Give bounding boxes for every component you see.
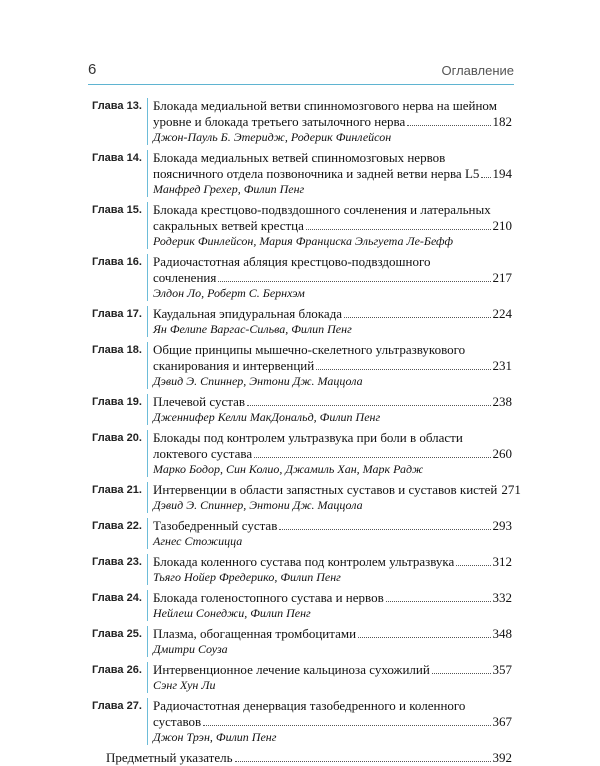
chapter-label: Глава 18. [92, 344, 142, 356]
chapter-authors: Джон Трэн, Филип Пенг [153, 730, 277, 744]
toc-entry[interactable] [92, 430, 512, 477]
chapter-title-leader-line [153, 114, 512, 130]
chapter-title-line: Блокада крестцово-подвздошного сочленения и латеральных [153, 202, 491, 217]
chapter-label: Глава 17. [92, 308, 142, 320]
chapter-title-leader-line [153, 626, 512, 642]
page-reference: 210 [492, 218, 512, 233]
chapter-label: Глава 27. [92, 700, 142, 712]
chapter-title-line: сочленения [153, 270, 217, 285]
toc-entry[interactable] [92, 98, 512, 145]
table-of-contents [92, 98, 521, 766]
chapter-body [147, 150, 512, 197]
running-header [88, 56, 514, 85]
section-title: Оглавление [441, 63, 514, 78]
chapter-title-leader-line [153, 270, 512, 286]
chapter-title-line: Блокада медиальных ветвей спинномозговых нервов [153, 150, 446, 165]
chapter-body [147, 202, 512, 249]
chapter-authors: Дэвид Э. Спиннер, Энтони Дж. Маццола [153, 374, 363, 388]
chapter-title-line: Каудальная эпидуральная блокада [153, 306, 343, 321]
page-reference: 194 [492, 166, 512, 181]
toc-entry[interactable] [92, 482, 521, 513]
page-reference: 348 [492, 626, 512, 641]
chapter-authors: Ян Фелипе Варгас-Сильва, Филип Пенг [153, 322, 352, 336]
dot-leader [316, 369, 490, 370]
chapter-body [147, 306, 512, 337]
toc-entry[interactable] [92, 554, 512, 585]
chapter-body [147, 518, 512, 549]
index-label: Предметный указатель [106, 750, 233, 765]
page-reference: 260 [492, 446, 512, 461]
page-reference: 332 [492, 590, 512, 605]
dot-leader [254, 457, 490, 458]
chapter-title-line: Блокады под контролем ультразвука при боли в области [153, 430, 463, 445]
page-reference: 231 [492, 358, 512, 373]
dot-leader [407, 125, 490, 126]
chapter-body [147, 430, 512, 477]
chapter-body [147, 254, 512, 301]
chapter-authors: Дженнифер Келли МакДональд, Филип Пенг [153, 410, 381, 424]
chapter-authors: Марко Бодор, Син Колио, Джамиль Хан, Марк Радж [153, 462, 424, 476]
dot-leader [386, 601, 491, 602]
dot-leader [358, 637, 490, 638]
toc-entry[interactable] [92, 202, 512, 249]
page-reference: 357 [492, 662, 512, 677]
chapter-title-line: Блокада медиальной ветви спинномозгового нерва на шейном [153, 98, 497, 113]
toc-entry[interactable] [92, 662, 512, 693]
chapter-body [147, 98, 512, 145]
page-number: 6 [88, 61, 97, 78]
chapter-title-leader-line [153, 554, 512, 570]
chapter-title-leader-line [153, 446, 512, 462]
page-reference: 293 [492, 518, 512, 533]
dot-leader [279, 529, 490, 530]
chapter-title-line: локтевого сустава [153, 446, 253, 461]
chapter-body [147, 626, 512, 657]
chapter-authors: Дэвид Э. Спиннер, Энтони Дж. Маццола [153, 498, 363, 512]
dot-leader [203, 725, 490, 726]
chapter-label: Глава 26. [92, 664, 142, 676]
toc-entry[interactable] [92, 150, 512, 197]
chapter-title-line: Блокада коленного сустава под контролем ультразвука [153, 554, 455, 569]
dot-leader [432, 673, 491, 674]
chapter-authors: Дмитри Соуза [153, 642, 228, 656]
chapter-title-leader-line [153, 482, 521, 498]
chapter-title-leader-line [153, 590, 512, 606]
chapter-label: Глава 24. [92, 592, 142, 604]
chapter-label: Глава 20. [92, 432, 142, 444]
page-reference: 392 [492, 750, 512, 765]
page-reference: 367 [492, 714, 512, 729]
chapter-title-line: Плазма, обогащенная тромбоцитами [153, 626, 357, 641]
toc-entry[interactable] [92, 590, 512, 621]
chapter-title-leader-line [153, 218, 512, 234]
toc-entry[interactable] [92, 698, 512, 745]
chapter-authors: Агнес Стожицца [153, 534, 243, 548]
chapter-title-leader-line [153, 662, 512, 678]
chapter-title-leader-line [153, 306, 512, 322]
chapter-authors: Родерик Финлейсон, Мария Франциска Эльгуета Ле-Бефф [153, 234, 454, 248]
chapter-title-line: Радиочастотная абляция крестцово-подвздошного [153, 254, 431, 269]
toc-entry[interactable] [92, 342, 512, 389]
chapter-title-line: Общие принципы мышечно-скелетного ультразвукового [153, 342, 466, 357]
chapter-label: Глава 16. [92, 256, 142, 268]
toc-entry[interactable] [92, 394, 512, 425]
chapter-title-line: поясничного отдела позвоночника и задней ветви нерва L5 [153, 166, 480, 181]
dot-leader [247, 405, 490, 406]
page-reference: 271 [501, 482, 521, 497]
index-entry[interactable] [106, 750, 512, 766]
chapter-authors: Нейлеш Сонеджи, Филип Пенг [153, 606, 311, 620]
chapter-title-leader-line [153, 358, 512, 374]
toc-entry[interactable] [92, 306, 512, 337]
chapter-body [147, 394, 512, 425]
chapter-authors: Джон-Пауль Б. Этеридж, Родерик Финлейсон [153, 130, 392, 144]
dot-leader [456, 565, 490, 566]
chapter-title-leader-line [153, 394, 512, 410]
chapter-label: Глава 19. [92, 396, 142, 408]
dot-leader [218, 281, 490, 282]
page-reference: 224 [492, 306, 512, 321]
chapter-title-line: Интервенции в области запястных суставов и суставов кистей [153, 482, 498, 497]
chapter-title-line: уровне и блокада третьего затылочного нерва [153, 114, 406, 129]
chapter-label: Глава 23. [92, 556, 142, 568]
dot-leader [481, 177, 490, 178]
chapter-authors: Элдон Ло, Роберт С. Бернхэм [153, 286, 305, 300]
chapter-title-line: Радиочастотная денервация тазобедренного и коленного [153, 698, 466, 713]
toc-entry[interactable] [92, 254, 512, 301]
chapter-authors: Манфред Грехер, Филип Пенг [153, 182, 305, 196]
chapter-label: Глава 21. [92, 484, 142, 496]
chapter-title-line: сакральных ветвей крестца [153, 218, 304, 233]
chapter-label: Глава 13. [92, 100, 142, 112]
chapter-title-line: суставов [153, 714, 202, 729]
chapter-title-line: Интервенционное лечение кальциноза сухожилий [153, 662, 430, 677]
chapter-label: Глава 25. [92, 628, 142, 640]
page-reference: 238 [492, 394, 512, 409]
chapter-label: Глава 15. [92, 204, 142, 216]
chapter-title-line: сканирования и интервенций [153, 358, 315, 373]
chapter-authors: Сэнг Хун Ли [153, 678, 216, 692]
chapter-title-line: Плечевой сустав [153, 394, 246, 409]
chapter-body [147, 590, 512, 621]
chapter-body [147, 554, 512, 585]
page-reference: 182 [492, 114, 512, 129]
chapter-body [147, 342, 512, 389]
chapter-authors: Тьяго Нойер Фредерико, Филип Пенг [153, 570, 341, 584]
chapter-title-leader-line [153, 166, 512, 182]
chapter-body [147, 698, 512, 745]
toc-entry[interactable] [92, 626, 512, 657]
toc-entry[interactable] [92, 518, 512, 549]
chapter-title-line: Блокада голеностопного сустава и нервов [153, 590, 384, 605]
page-reference: 312 [492, 554, 512, 569]
dot-leader [344, 317, 490, 318]
dot-leader [235, 761, 491, 762]
chapter-title-leader-line [153, 714, 512, 730]
page-reference: 217 [492, 270, 512, 285]
chapter-label: Глава 22. [92, 520, 142, 532]
chapter-title-leader-line [153, 518, 512, 534]
chapter-body [147, 482, 521, 513]
dot-leader [306, 229, 491, 230]
chapter-title-line: Тазобедренный сустав [153, 518, 278, 533]
chapter-label: Глава 14. [92, 152, 142, 164]
chapter-body [147, 662, 512, 693]
